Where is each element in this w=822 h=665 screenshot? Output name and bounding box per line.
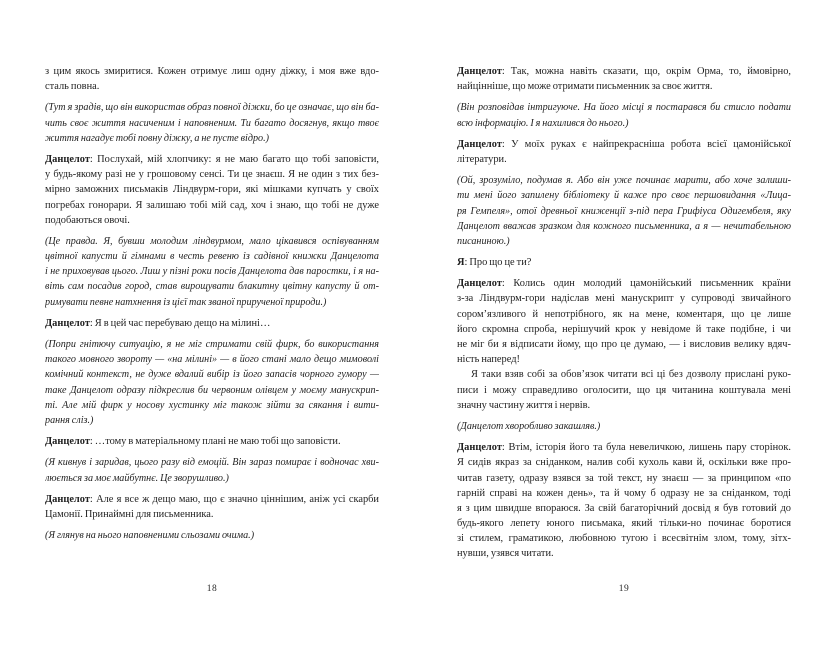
dialogue-paragraph xyxy=(457,276,791,367)
text-line: Я: Про що це ти? xyxy=(457,257,532,269)
text-line: писи і можу справедливо оголосити, що ця читанина коштувала мені xyxy=(457,384,791,396)
speaker-name: Данцелот xyxy=(457,138,502,150)
text-line: Данцелот: Послухай, мій хлопчику: я не маю багато що тобі заповісти, xyxy=(45,153,379,165)
aside-paragraph xyxy=(45,528,379,543)
text-line: погребах гонорари. Я залишаю тобі мій сад, хоч і знаю, що тобі не дуже xyxy=(45,199,379,211)
text-line: такого мовного звороту — «на мілині» — в його стані мало дещо мимоволі xyxy=(45,354,379,366)
text-line: цвітної капусти й гімнами в честь ревеню із садівної книжки Данцелота xyxy=(45,251,379,263)
text-line: Я таки взяв собі за обов’язок читати всі ці без дозволу прислані руко- xyxy=(471,369,791,381)
text-line: (Це правда. Я, бувши молодим ліндвурмом, мало цікавився оспівуванням xyxy=(45,235,379,247)
text-line: Данцелот вважав зразком для кожного письменника, а я — нечитабельною xyxy=(457,220,791,232)
speaker-name: Данцелот xyxy=(457,278,502,290)
text-line: комічний контекст, не дуже вдалий вибір із його запасів чорного гумору — xyxy=(45,369,379,381)
dialogue-paragraph xyxy=(457,255,791,270)
text-line: (Він розповідав інтригуюче. На його місці я постарався би стисло подати xyxy=(457,102,791,114)
dialogue-paragraph xyxy=(45,316,379,331)
text-line: римувати певне натхнення із цієї так званої прирученої природи.) xyxy=(45,296,327,308)
text-line: Данцелот: …тому в матеріальному плані не маю тобі що заповісти. xyxy=(45,436,341,448)
speaker-name: Данцелот xyxy=(45,317,90,329)
text-line: літератури. xyxy=(457,153,507,165)
text-line: ті. Але мій фирк у носову хустинку міг також зійти за сякання і вити- xyxy=(45,399,379,411)
dialogue-paragraph xyxy=(457,137,791,167)
text-line: Я сидів якраз за сніданком, налив собі кухоль кави й, оскільки вже про- xyxy=(457,457,791,469)
text-line: мірно заможних письмаків Ліндвурм-гори, які мішками купчать у своїх xyxy=(45,184,379,196)
page-right-text-column xyxy=(457,64,791,562)
text-line: люється за моє майбутнє. Це зворушливо.) xyxy=(45,472,229,484)
text-line: життя нагадує тобі повну діжку, а не пусте відро.) xyxy=(45,132,269,144)
text-line: (Тут я зрадів, що він використав образ повної діжки, бо це означає, що він ба- xyxy=(45,102,379,114)
text-line: всю інформацію. І я нахилився до нього.) xyxy=(457,117,629,129)
text-line: нувши, узявся читати. xyxy=(457,548,554,560)
aside-paragraph xyxy=(45,455,379,485)
text-line: сором’язливого й непотрібного, як на мене, коментаря, що це лише xyxy=(457,308,791,320)
text-line: я з цим швидше впораюся. За свій багаторічний досвід я був готовий до xyxy=(457,502,791,514)
text-line: (Данцелот хворобливо закашляв.) xyxy=(457,420,601,432)
text-line: писаниною.) xyxy=(457,235,510,247)
text-line: сталь повна. xyxy=(45,81,100,93)
speaker-name: Данцелот xyxy=(45,153,90,165)
speaker-name: Данцелот xyxy=(45,436,90,448)
aside-paragraph xyxy=(457,100,791,130)
speaker-name: Данцелот xyxy=(45,493,90,505)
text-line: найцінніше, що може отримати письменник за своє життя. xyxy=(457,81,713,93)
text-line: (Я глянув на нього наповненими сльозами очима.) xyxy=(45,530,255,542)
text-line: Данцелот: Колись один молодий цамонійський письменник країни xyxy=(457,278,791,290)
text-line: гарній справі на кожен день», та й чому б одразу не за сніданком, тоді xyxy=(457,487,791,499)
text-line: з-за Ліндвурм-гори надіслав мені манускрипт у супроводі звичайного xyxy=(457,293,791,305)
page-left-text-column xyxy=(45,64,379,543)
text-line: Данцелот: Так, можна навіть сказати, що, окрім Орма, то, ймовірно, xyxy=(457,66,791,77)
text-paragraph xyxy=(457,367,791,413)
dialogue-paragraph xyxy=(457,64,791,94)
text-line: у будь-якому разі не у грошовому сенсі. Ти це знаєш. Я не один з тих без- xyxy=(45,169,379,181)
text-line: віть сам посадив город, став вирощувати блакитну цвітну капусту й от- xyxy=(45,281,379,293)
speaker-name: Данцелот xyxy=(457,442,502,454)
text-line: Данцелот: Але я все ж дещо маю, що є значно ціннішим, аніж усі скарби xyxy=(45,493,379,505)
text-line: Данцелот: У моїх руках є найпрекрасніша робота всієї цамонійської xyxy=(457,138,791,150)
aside-paragraph xyxy=(45,100,379,146)
text-line: (Попри гнітючу ситуацію, я не міг стримати свій фирк, бо використання xyxy=(45,339,379,350)
speaker-name: Данцелот xyxy=(457,66,502,77)
text-line: чить своє життя насиченим і наповненим. Ти багато досягнув, якщо твоє xyxy=(45,117,379,129)
text-line: зі стилем, граматикою, любовною тугою і всесвітнім злом, тому, зітх- xyxy=(457,533,791,545)
text-line: Данцелот: Я в цей час перебуваю дещо на мілині… xyxy=(45,317,271,329)
text-line: читав газету, одразу взявся за той текст, ну знаєш — за принципом «по xyxy=(457,472,791,484)
text-line: (Я кивнув і заридав, цього разу від емоцій. Він зараз помирає і водночас хви- xyxy=(45,457,379,469)
text-line: його скромна спроба, нерішучий крок у невідоме й таке подібне, і чи xyxy=(457,323,791,335)
dialogue-paragraph xyxy=(457,440,791,562)
aside-paragraph xyxy=(457,419,791,434)
text-line: подобаються овочі. xyxy=(45,214,130,226)
speaker-name: Я xyxy=(457,257,465,269)
aside-paragraph xyxy=(45,234,379,310)
text-line: рання сліз.) xyxy=(45,414,94,426)
text-line: ність наперед! xyxy=(457,354,520,366)
text-line: з цим якось змиритися. Кожен отримує лиш одну діжку, і моя вже вдо- xyxy=(45,66,379,77)
dialogue-paragraph xyxy=(45,492,379,522)
dialogue-paragraph xyxy=(45,434,379,449)
page-number-right: 19 xyxy=(618,584,630,594)
aside-paragraph xyxy=(457,173,791,249)
text-line: Цамонії. Принаймні для письменника. xyxy=(45,508,214,520)
text-line: будь-якого лепету юного письмака, який тільки-но починає боротися xyxy=(457,518,791,530)
text-line: не міг би я відписати йому, що про це думаю, — і висловив велику вдяч- xyxy=(457,339,791,350)
dialogue-paragraph xyxy=(45,152,379,228)
text-line: значну частину життя і нервів. xyxy=(457,399,591,411)
text-line: і не приховував цього. Лиш у пізні роки посів Данцелота дав паростки, і я на- xyxy=(45,266,379,278)
text-paragraph xyxy=(45,64,379,94)
page-number-left: 18 xyxy=(206,584,218,594)
text-line: ти мені його запилену бібліотеку й каже про своє першовидання «Лица- xyxy=(457,190,791,202)
text-line: ря Гемпеля», отої древньої книженції з-під пера Грифіуса Одигембеля, яку xyxy=(457,205,791,217)
text-line: Данцелот: Втім, історія його та була невеличкою, лишень пару сторінок. xyxy=(457,442,791,454)
text-line: таке Данцелот одразу підкреслив би червоним олівцем у моєму манускрип- xyxy=(45,384,379,396)
text-line: (Ой, зрозуміло, подумав я. Або він уже починає марити, або хоче залиши- xyxy=(457,175,791,187)
aside-paragraph xyxy=(45,337,379,428)
